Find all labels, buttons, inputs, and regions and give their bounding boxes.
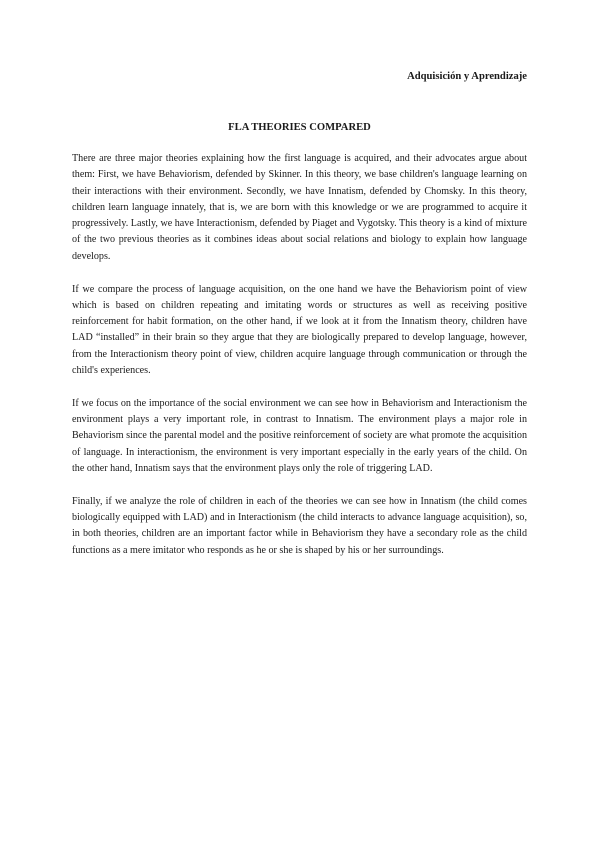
paragraph-intro: There are three major theories explaining how the first language is acquired, and their advocates argue about them: First, we have Behaviorism, defended by Skinner. In this theory, we base children's language learning on their interactions with their environment. Secondly, we have Innatism, defended by Chomsky. In this theory, children learn language innately, that is, we are born with this knowledge or we are programmed to acquire it progressively. Lastly, we have Interactionism, defended by Piaget and Vygotsky. This theory is a kind of mixture of the two previous theories as it combines ideas about social relations and biology to explain how language develops. [72, 153, 527, 262]
page-header: Adquisición y Aprendizaje [407, 71, 527, 82]
paragraph-acquisition-process: If we compare the process of language acquisition, on the one hand we have the Behaviorism point of view which is based on children repeating and imitating words or structures as well as receiving positive reinforcement for habit formation, on the other hand, if we look at it from the Innatism theory, children have LAD “installed” in their brain so they argue that they are biologically prepared to develop language, however, from the Interactionism theory point of view, children acquire language through communication or through the child's experiences. [72, 283, 527, 377]
document-title: FLA THEORIES COMPARED [228, 122, 371, 133]
document-body [72, 151, 527, 576]
paragraph-role-of-children: Finally, if we analyze the role of children in each of the theories we can see how in Innatism (the child comes biologically equipped with LAD) and in Interactionism (the child interacts to advance language acquisition), so, in both theories, children are an important factor while in Behaviorism they have a secondary role as the child functions as a mere imitator who responds as he or she is shaped by his or her surroundings. [72, 495, 527, 556]
paragraph-social-environment: If we focus on the importance of the social environment we can see how in Behaviorism and Interactionism the environment plays a very important role, in contrast to Innatism. The environment plays a major role in Behaviorism since the parental model and the positive reinforcement of society are what promote the acquisition of language. In interactionism, the environment is very important especially in the early years of the child. On the other hand, Innatism says that the environment plays only the role of triggering LAD. [72, 397, 527, 475]
